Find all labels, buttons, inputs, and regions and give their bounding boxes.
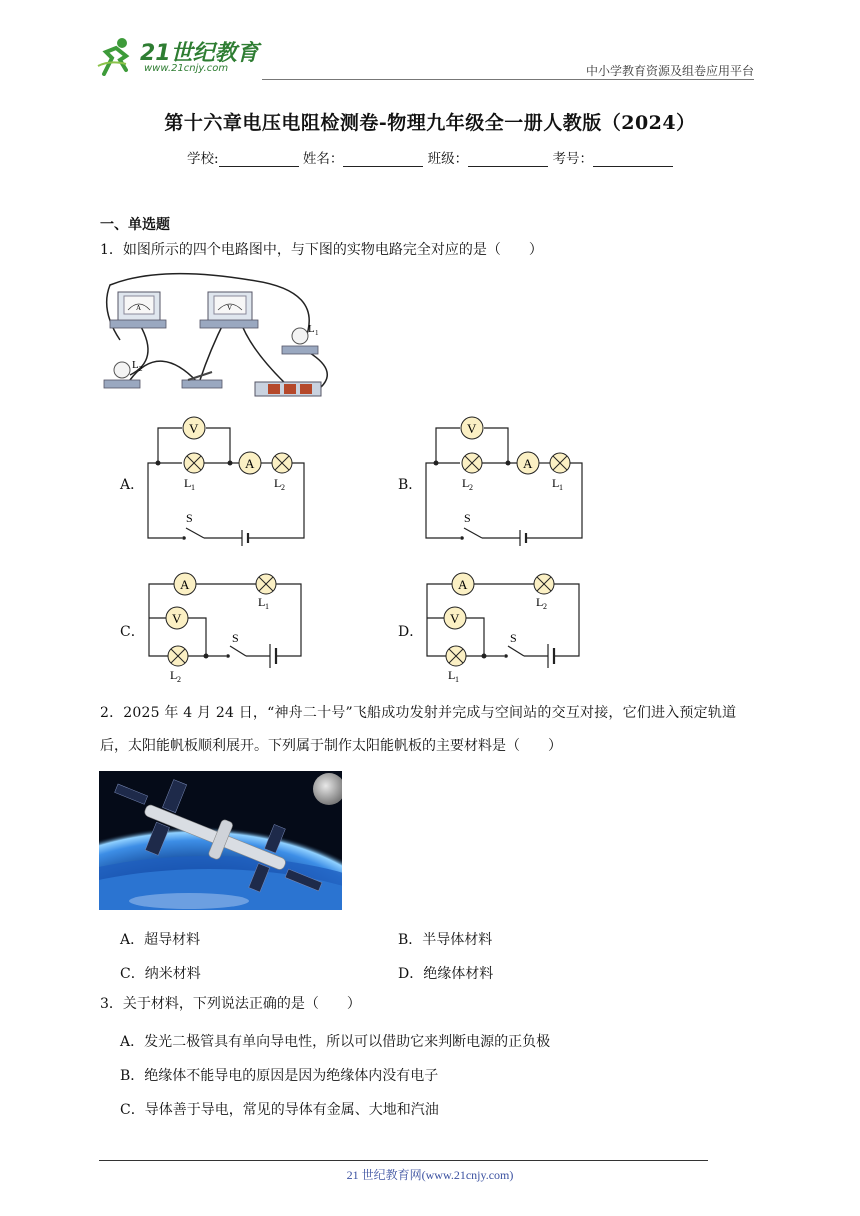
physical-l2-label: L	[132, 359, 139, 371]
q1-option-d-label[interactable]: D．	[398, 624, 424, 640]
svg-text:V: V	[172, 611, 182, 626]
svg-text:L: L	[462, 476, 470, 490]
q2-option-d[interactable]: D．绝缘体材料	[398, 966, 494, 982]
voltmeter-dial-icon: V	[227, 304, 233, 312]
q2-option-b[interactable]: B．半导体材料	[398, 932, 493, 948]
svg-text:A: A	[245, 456, 255, 471]
footer-divider	[99, 1160, 708, 1161]
school-label: 学校:	[187, 151, 219, 167]
question-2-line2: 后，太阳能帆板顺利展开。下列属于制作太阳能帆板的主要材料是（ ）	[100, 738, 562, 754]
physical-circuit-image	[100, 270, 330, 405]
svg-text:V: V	[467, 421, 477, 436]
question-2-line1: 2．2025 年 4 月 24 日，“神舟二十号”飞船成功发射并完成与空间站的交互对接，它们进入预定轨道	[100, 705, 737, 721]
svg-text:2: 2	[177, 675, 181, 684]
footer-text[interactable]: 21 世纪教育网(www.21cnjy.com)	[346, 1168, 514, 1182]
svg-text:V: V	[450, 611, 460, 626]
svg-text:L: L	[258, 595, 266, 609]
physical-l1-label: L	[308, 323, 315, 335]
header-divider	[262, 79, 754, 80]
svg-text:1: 1	[455, 675, 459, 684]
svg-text:1: 1	[559, 483, 563, 492]
svg-text:S: S	[186, 511, 193, 525]
svg-text:1: 1	[315, 329, 319, 337]
header-right-text: 中小学教育资源及组卷应用平台	[585, 64, 754, 78]
q2-option-c[interactable]: C．纳米材料	[120, 966, 201, 982]
q1-circuit-b[interactable]	[424, 410, 594, 550]
logo	[96, 36, 266, 78]
svg-text:L: L	[448, 668, 456, 682]
svg-text:L: L	[170, 668, 178, 682]
svg-text:1: 1	[265, 602, 269, 611]
svg-text:2: 2	[281, 483, 285, 492]
school-blank[interactable]	[219, 152, 299, 167]
q3-option-b[interactable]: B．绝缘体不能导电的原因是因为绝缘体内没有电子	[120, 1068, 439, 1084]
svg-text:A: A	[458, 577, 468, 592]
class-blank[interactable]	[468, 152, 548, 167]
svg-text:A: A	[180, 577, 190, 592]
q1-circuit-c[interactable]	[146, 566, 316, 688]
q1-option-b-label[interactable]: B．	[398, 477, 423, 493]
number-blank[interactable]	[593, 152, 673, 167]
student-info-line	[0, 147, 860, 167]
svg-text:S: S	[510, 631, 517, 645]
q1-circuit-a[interactable]	[146, 410, 316, 550]
ammeter-dial-icon: A	[136, 304, 142, 312]
q3-option-c[interactable]: C．导体善于导电，常见的导体有金属、大地和汽油	[120, 1102, 439, 1118]
question-1-text: 1．如图所示的四个电路图中，与下图的实物电路完全对应的是（ ）	[100, 242, 543, 258]
question-3-text: 3．关于材料，下列说法正确的是（ ）	[100, 996, 361, 1012]
svg-text:1: 1	[191, 483, 195, 492]
svg-text:2: 2	[469, 483, 473, 492]
page-title: 第十六章电压电阻检测卷-物理九年级全一册人教版（2024）	[164, 112, 696, 134]
svg-text:2: 2	[543, 602, 547, 611]
q2-option-a[interactable]: A．超导材料	[120, 932, 201, 948]
q1-circuit-d[interactable]	[424, 566, 594, 688]
svg-text:S: S	[464, 511, 471, 525]
svg-text:S: S	[232, 631, 239, 645]
svg-text:L: L	[184, 476, 192, 490]
name-label: 姓名：	[302, 151, 344, 167]
svg-text:2: 2	[139, 365, 143, 373]
q1-option-c-label[interactable]: C．	[120, 624, 145, 640]
name-blank[interactable]	[343, 152, 423, 167]
svg-text:V: V	[189, 421, 199, 436]
q1-option-a-label[interactable]: A．	[120, 477, 145, 493]
runner-logo-icon	[96, 36, 136, 76]
class-label: 班级：	[427, 151, 469, 167]
number-label: 考号：	[552, 151, 593, 167]
logo-text: 21世纪教育	[140, 41, 259, 66]
svg-text:L: L	[274, 476, 282, 490]
svg-text:L: L	[552, 476, 560, 490]
section-heading: 一、单选题	[100, 217, 170, 233]
space-station-image	[99, 771, 342, 910]
svg-text:L: L	[536, 595, 544, 609]
svg-text:A: A	[523, 456, 533, 471]
logo-url: www.21cnjy.com	[144, 63, 229, 74]
q3-option-a[interactable]: A．发光二极管具有单向导电性，所以可以借助它来判断电源的正负极	[120, 1034, 551, 1050]
